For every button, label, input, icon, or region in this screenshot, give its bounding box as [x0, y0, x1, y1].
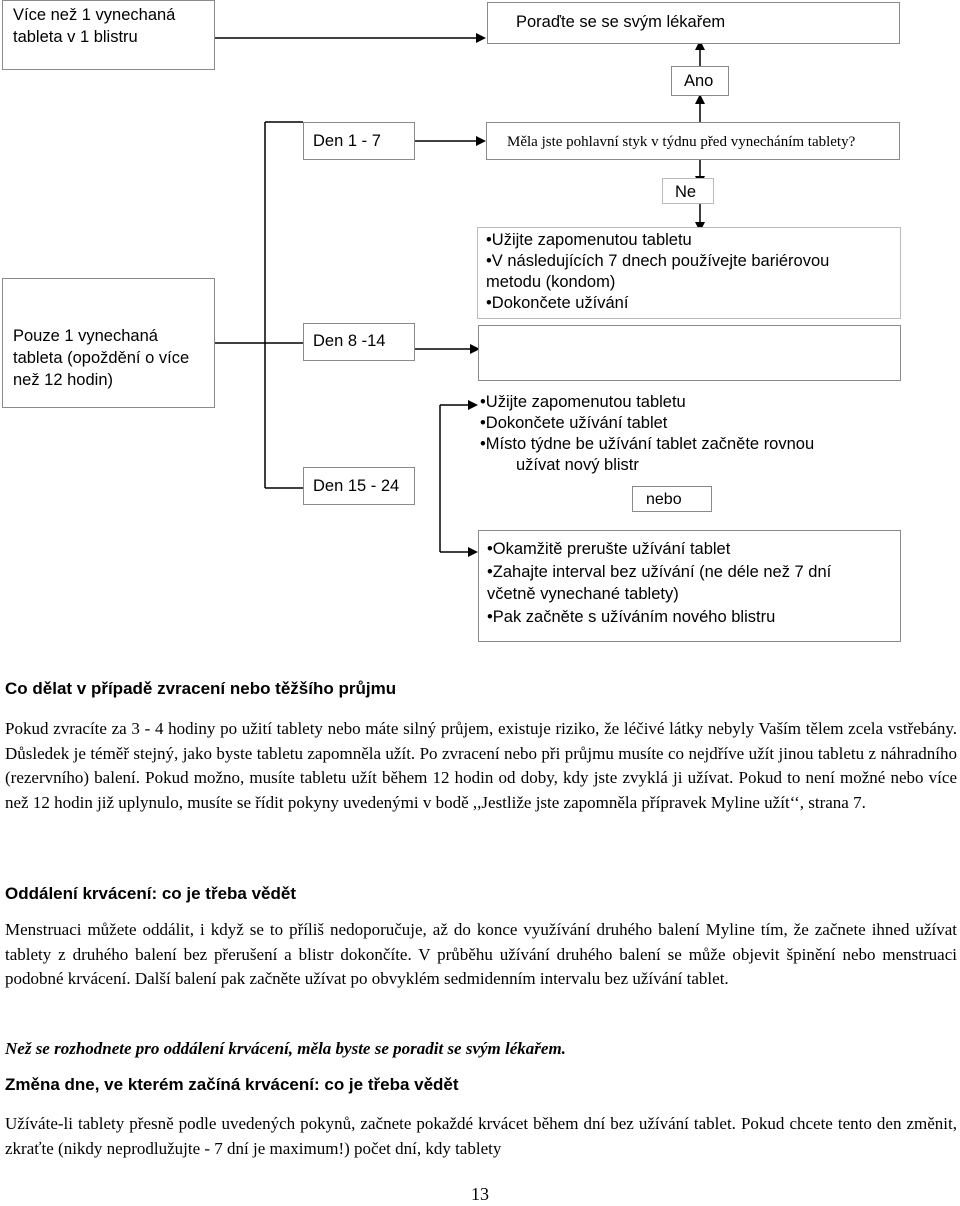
- day-1-7-instr-3: metodu (kondom): [486, 273, 616, 291]
- change-text: Užíváte-li tablety přesně podle uvedených pokynů, začnete pokaždé krvácet během dní bez užívání tablet. Pokud chcete tento den změnit, zkraťte (nikdy neprodlužujte - 7 dní je maximum!) počet dní, kdy tablety: [5, 1114, 957, 1158]
- missed-more-line-2: tableta v 1 blistru: [13, 28, 138, 46]
- vomit-paragraph: [5, 717, 957, 815]
- day-1-7-box: [303, 122, 415, 160]
- day-15-a-instr-3: •Místo týdne be užívání tablet začněte rovnou: [480, 435, 815, 453]
- no-label: Ne: [675, 183, 697, 201]
- intercourse-question-text: Měla jste pohlavní styk v týdnu před vynecháním tablety?: [507, 134, 856, 150]
- day-15-24-box: [303, 467, 415, 505]
- yes-box: [671, 66, 729, 96]
- consult-doctor-box: [487, 2, 900, 44]
- consult-doctor-text: Poraďte se se svým lékařem: [516, 13, 726, 31]
- missed-more-line-1: Více než 1 vynechaná: [13, 6, 176, 24]
- day-1-7-instr-1: •Užijte zapomenutou tabletu: [486, 231, 692, 249]
- day-15-24-label: Den 15 - 24: [313, 477, 400, 495]
- day-8-14-label: Den 8 -14: [313, 332, 386, 350]
- change-heading: Změna dne, ve kterém začíná krvácení: co je třeba vědět: [5, 1075, 459, 1094]
- missed-more-than-one-box: [2, 0, 215, 70]
- page-number: 13: [471, 1184, 489, 1204]
- delay-text: Menstruaci můžete oddálit, i když se to příliš nedoporučuje, až do konce využívání druhého balení Myline tím, že začnete ihned užívat tablety z druhého balení bez přerušení a blistr dokončíte. V průběhu užívání druhého balení se může objevit špinění nebo menstruaci podobné krvácení. Další balení pak začněte užívat po obvyklém sedmidenním intervalu bez užívání tablet.: [5, 920, 957, 989]
- day-8-14-box: [303, 323, 415, 361]
- or-label: nebo: [646, 491, 682, 508]
- only-one-line-3: než 12 hodin): [13, 371, 113, 389]
- day-15-24-option-b-box: [478, 530, 901, 642]
- day-15-a-instr-2: •Dokončete užívání tablet: [480, 414, 668, 432]
- yes-label: Ano: [684, 72, 714, 90]
- only-one-line-1: Pouze 1 vynechaná: [13, 327, 158, 345]
- day-1-7-instr-4: •Dokončete užívání: [486, 294, 629, 312]
- vomit-heading: Co dělat v případě zvracení nebo těžšího průjmu: [5, 679, 397, 698]
- day-15-24-option-a-box: [478, 390, 901, 488]
- change-paragraph: [5, 1112, 957, 1161]
- day-15-b-instr-3: včetně vynechané tablety): [487, 585, 679, 603]
- day-1-7-instructions-box: [477, 227, 901, 319]
- day-15-a-instr-1: •Užijte zapomenutou tabletu: [480, 393, 686, 411]
- delay-paragraph: [5, 918, 957, 992]
- day-8-14-instructions-box: [478, 325, 901, 381]
- day-15-b-instr-4: •Pak začněte s užíváním nového blistru: [487, 608, 776, 626]
- or-box: [632, 486, 712, 512]
- only-one-line-2: tableta (opoždění o více: [13, 349, 190, 367]
- day-15-a-instr-4: užívat nový blistr: [516, 456, 639, 474]
- day-1-7-label: Den 1 - 7: [313, 132, 381, 150]
- day-15-b-instr-2: •Zahajte interval bez užívání (ne déle než 7 dní: [487, 563, 832, 581]
- delay-heading: Oddálení krvácení: co je třeba vědět: [5, 884, 297, 903]
- day-1-7-instr-2: •V následujících 7 dnech používejte bariérovou: [486, 252, 830, 270]
- only-one-missed-box: [2, 278, 215, 408]
- day-15-b-instr-1: •Okamžitě prerušte užívání tablet: [487, 540, 731, 558]
- vomit-text: Pokud zvracíte za 3 - 4 hodiny po užití tablety nebo máte silný průjem, existuje riziko, že léčivé látky nebyly Vaším tělem zcela vstřebány. Důsledek je téměř stejný, jako byste tabletu zapomněla užít. Po zvracení nebo při průjmu musíte co nejdříve užít jinou tabletu z náhradního (rezervního) balení. Pokud možno, musíte tabletu užít během 12 hodin od doby, kdy jste zvyklá ji užívat. Pokud to není možné nebo více než 12 hodin již uplynulo, musíte se řídit pokyny uvedenými v bodě ,,Jestliže jste zapomněla přípravek Myline užít‘‘, strana 7.: [5, 719, 957, 812]
- no-box: [662, 178, 714, 204]
- intercourse-question-box: [486, 122, 900, 160]
- delay-note: Než se rozhodnete pro oddálení krvácení, měla byste se poradit se svým lékařem.: [5, 1039, 566, 1058]
